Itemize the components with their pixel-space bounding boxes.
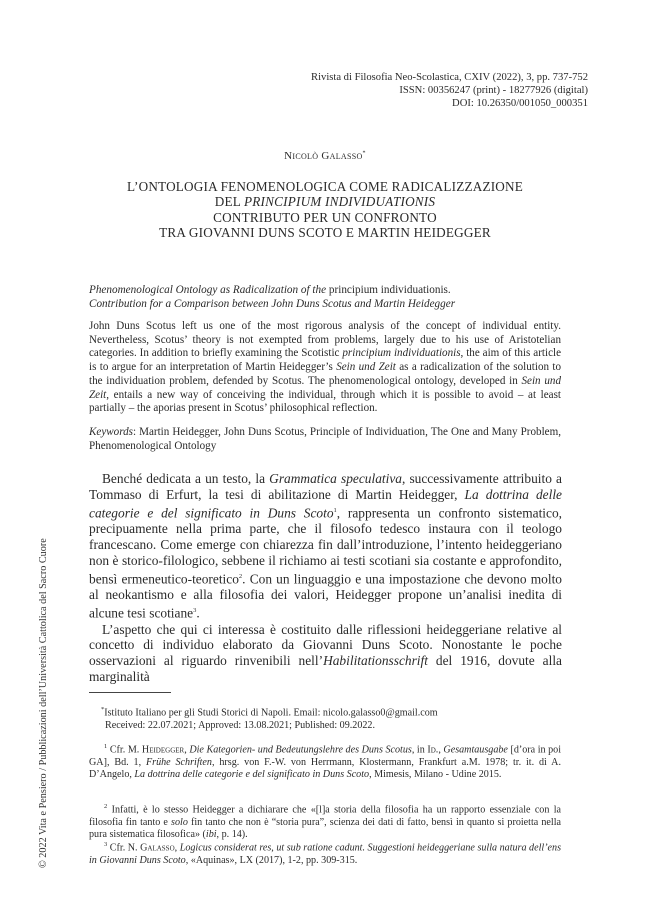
footnote-author [89,704,561,732]
title-line-2-prefix: DEL [214,194,245,210]
english-title-line-2: Contribution for a Comparison between John Duns Scotus and Martin Heidegger [89,298,456,310]
footnote-1-marker: 1 [104,743,108,750]
fn2-text-a: Infatti, è lo stesso Heidegger a dichiarare che «[l]a storia della filosofia ha un rapporto essenziale con la filosofia fin tanto e [89,804,562,828]
fn2-text-c: fin tanto che non è “storia pura”, scienza dei dati di fatto, bensì in quanto si proietta nella pura sistematica filosofica» ( [89,816,561,841]
footnote-author-line-2: Received: 22.07.2021; Approved: 13.08.2021; Published: 09.2022. [105,719,375,731]
body-p1-text-e: , rappresenta un confronto sistematico, precipuamente nella prima parte, che il filosofo tedesco instaura con il teologo francescano. Come emerge con chiarezza fin dall’introduzione, l’intento heideggeriano non è storico-filologico, sebbene il richiamo ai testi scotiani sia costante e approfondito, bensì ermeneutico-teoretico [89,505,562,587]
fn1-text-g: , [438,744,444,756]
fn3-text-e: , «Aquinas», LX (2017), 1-2, pp. 309-315. [185,854,358,866]
abstract-italic-2: Sein und Zeit [336,361,396,374]
doi-line: DOI: 10.26350/001050_000351 [452,97,588,109]
keywords-label: Keywords [89,426,133,438]
footnote-ref-2[interactable]: 2 [238,572,243,580]
fn1-italian-title: La dottrina delle categorie e del significato in Duns Scoto [134,769,370,781]
abstract-text-2: , the aim of this article is to argue for an interpretation of Martin Heidegger’s [89,347,561,374]
fn1-id: Id. [427,744,439,756]
journal-header [188,72,588,110]
body-paragraph-2 [89,622,562,686]
body-paragraph-1 [89,471,562,622]
footnote-1 [89,741,561,782]
body-p2-text-a: L’aspetto che qui ci interessa è costituito dalle riflessioni heideggeriane relative al concetto di individuo elaborato da Giovanni Duns Scoto. Nonostante le poche osservazioni al riguardo rinvenibili nell’ [89,621,562,669]
abstract-text-4: , entails a new way of conceiving the individual, through which it is possible to avoid – at least partially – the aporias present in Scotus’ philosophical reflection. [89,388,561,415]
footnote-ref-1[interactable]: 1 [333,506,337,514]
fn1-gesamtausgabe: Gesamtausgabe [443,744,508,756]
fn2-ibi: ibi [205,829,217,841]
body-p1-text-a: Benché dedicata a un testo, la [102,471,270,486]
fn2-text-e: , p. 14). [216,829,248,841]
author-line [0,150,650,162]
fn1-text-a: Cfr. M. [109,744,142,756]
fn1-text-c: , [184,744,190,756]
footnote-2-marker: 2 [104,803,108,810]
issn-line: ISSN: 00356247 (print) - 18277926 (digital) [399,84,588,96]
fn3-title: Logicus considerat res, ut sub ratione cadunt. Suggestioni heideggeriane sulla natura dell’ens in Giovanni Duns Scoto [89,842,562,866]
fn3-text-a: Cfr. N. [109,842,141,854]
abstract [89,320,561,416]
fn1-text-e: , in [411,744,428,756]
abstract-italic-1: principium individuationis [342,347,461,360]
footnote-3-marker: 3 [104,841,108,848]
fn1-text-i: [d’ora in poi GA], Bd. 1, [89,744,562,768]
fn1-author: Heidegger [141,744,185,756]
fn1-text-k: , hrsg. von F.-W. von Herrmann, Klostermann, Frankfurt a.M. 1978; tr. it. di A. D’Angelo, [89,756,561,781]
fn3-text-c: , [174,842,180,854]
abstract-text-1: John Duns Scotus left us one of the most rigorous analysis of the concept of individual entity. Nevertheless, Scotus’ theory is not exempted from problems, largely due to his use of Aristotelian categories. In addition to briefly examining the Scotistic [89,320,561,360]
fn2-solo: solo [171,816,188,828]
footnote-author-marker: * [101,706,105,713]
english-title-italic: Phenomenological Ontology as Radicalization of the [89,284,327,296]
body-p1-text-c: , successivamente attribuito a Tommaso di Erfurt, la tesi di abilitazione di Martin Heidegger, [89,471,562,502]
article-title [60,179,590,241]
body-p1-text-g: . [196,605,200,621]
author-footnote-marker: * [362,150,366,157]
footnote-3 [89,839,561,867]
title-line-3: CONTRIBUTO PER UN CONFRONTO [213,209,437,225]
fn3-author: Galasso [140,842,175,854]
title-line-2-italic: PRINCIPIUM INDIVIDUATIONIS [244,194,436,210]
title-line-4: TRA GIOVANNI DUNS SCOTO E MARTIN HEIDEGGER [159,225,491,241]
footnote-separator [89,692,171,693]
title-line-2 [60,194,590,209]
abstract-text-3: as a radicalization of the solution to the individuation problem, defended by Scotus. The phenomenological ontology, developed in [89,361,562,387]
keywords [89,426,561,453]
keywords-text: : Martin Heidegger, John Duns Scotus, Principle of Individuation, The One and Many Problem, Phenomenological Ontology [89,426,561,452]
fn1-title: Die Kategorien- und Bedeutungslehre des Duns Scotus [189,744,412,756]
body-p1-italic-d: La dottrina delle categorie e del significato in Duns Scoto [89,486,562,521]
fn1-fruhe-schriften: Frühe Schriften [145,756,212,768]
copyright-side-note: © 2022 Vita e Pensiero / Pubblicazioni dell’Università Cattolica del Sacro Cuore [38,538,49,868]
footnote-2 [89,801,561,842]
body-p1-text-f: . Con un linguaggio e una impostazione che devono molto al neokantismo e alla filosofia dei valori, Heidegger propone un’analisi inedita di alcune tesi scotiane [89,571,562,621]
body-text [89,471,562,685]
english-title-roman: principium individuationis. [326,284,451,296]
english-title-line-1 [89,283,559,297]
body-p2-text-c: del 1916, dovute alla marginalità [89,653,562,685]
title-line-1: L’ONTOLOGIA FENOMENOLOGICA COME RADICALIZZAZIONE [126,179,524,194]
footnote-author-affiliation: Istituto Italiano per gli Studi Storici di Napoli. Email: nicolo.galasso0@gmail.com [104,707,438,719]
body-p1-italic-b: Grammatica speculativa [269,471,402,486]
body-p2-italic-b: Habilitationsschrift [323,653,428,669]
author-name: Nicolò Galasso [284,150,363,162]
footnote-ref-3[interactable]: 3 [193,607,197,615]
english-title [89,283,559,311]
journal-citation: Rivista di Filosofia Neo-Scolastica, CXIV (2022), 3, pp. 737-752 [311,72,588,83]
fn1-text-m: , Mimesis, Milano - Udine 2015. [369,769,502,781]
footnote-author-line-1 [89,704,561,720]
abstract-italic-3: Sein und Zeit [89,374,561,401]
